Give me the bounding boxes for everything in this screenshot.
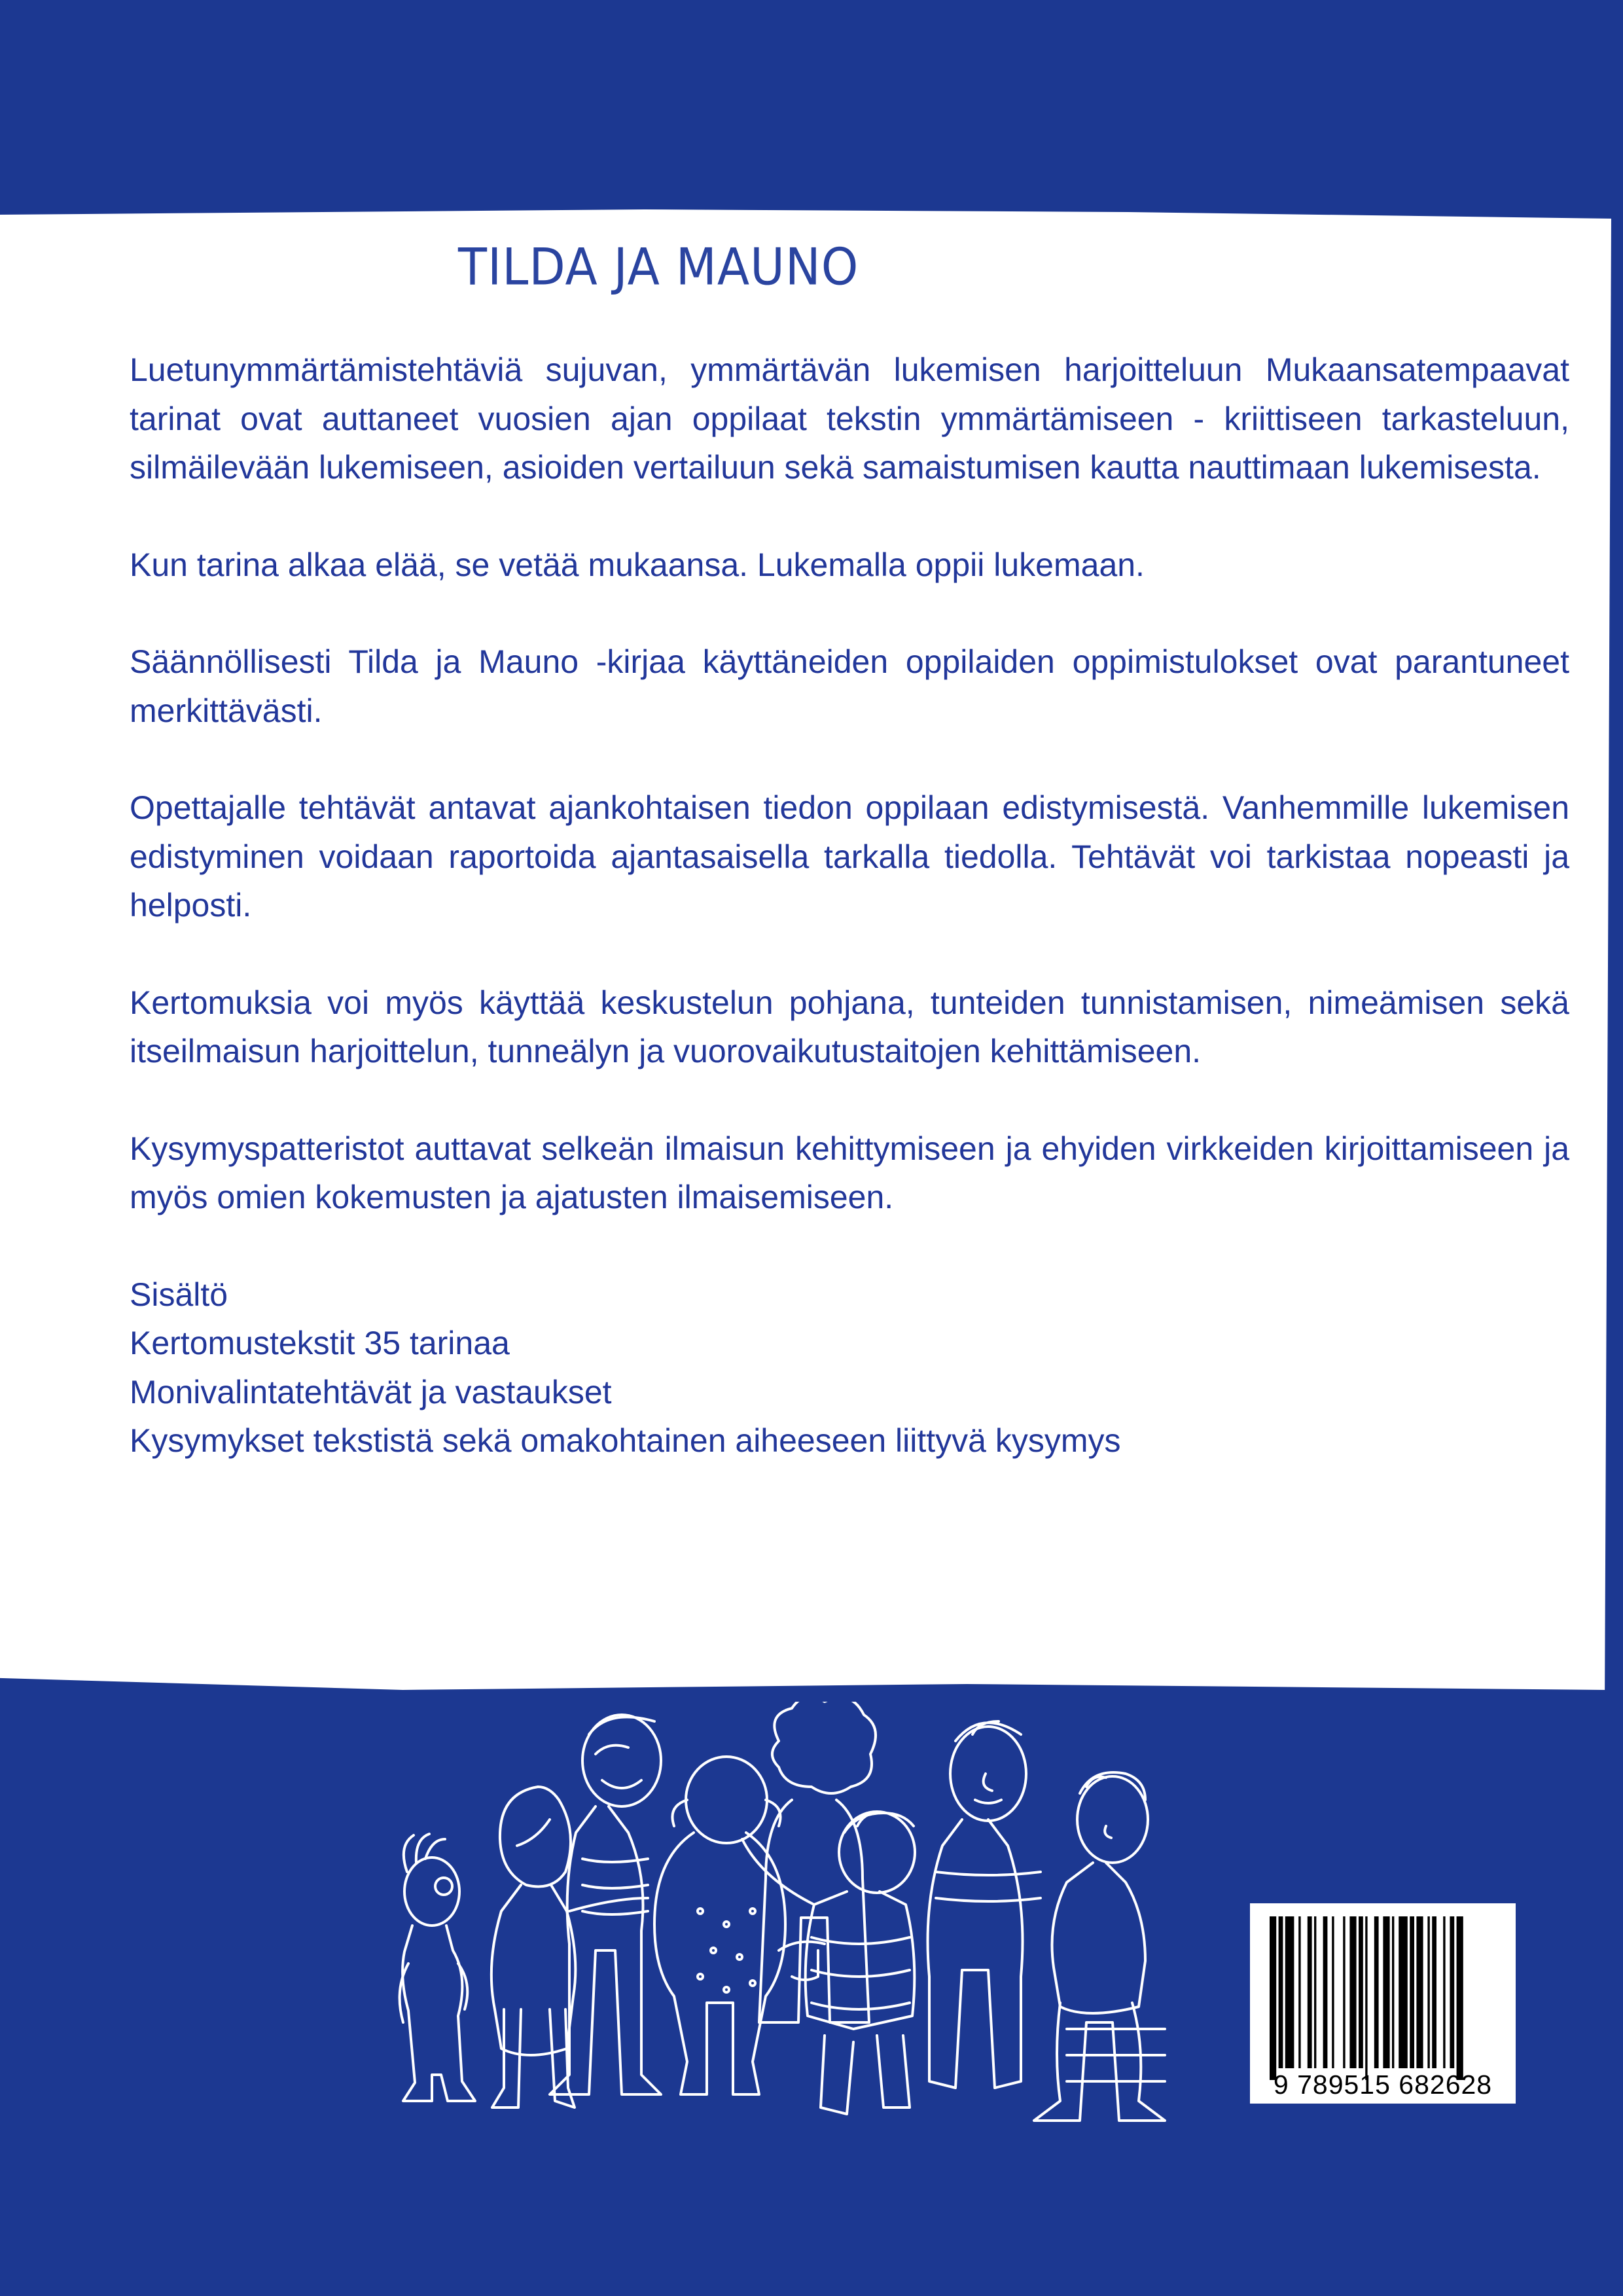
barcode-bar [1416, 1916, 1423, 2068]
contents-heading: Sisältö [130, 1276, 228, 1313]
barcode-bar [1285, 1916, 1294, 2068]
barcode-bar [1432, 1916, 1436, 2068]
barcode-bar [1349, 1916, 1356, 2068]
barcode-bar [1410, 1916, 1414, 2068]
barcode-bar [1308, 1916, 1312, 2068]
barcode-bar [1279, 1916, 1283, 2068]
barcode-bar [1443, 1916, 1445, 2068]
barcode-bar [1427, 1916, 1429, 2068]
contents-item: Kertomustekstit 35 tarinaa [130, 1325, 510, 1361]
barcode-bar [1323, 1916, 1328, 2068]
barcode-bar [1298, 1916, 1300, 2068]
barcode-bar [1270, 1916, 1276, 2080]
barcode-bar [1359, 1916, 1363, 2068]
child-figure [400, 1834, 475, 2101]
barcode-digits: 9 789515 682628 [1273, 2070, 1493, 2100]
barcode-bar [1457, 1916, 1463, 2080]
contents-item: Monivalintatehtävät ja vastaukset [130, 1373, 612, 1410]
description-text [130, 346, 1569, 1465]
child-figure [928, 1721, 1041, 2088]
child-figure [654, 1757, 785, 2094]
barcode-bar [1450, 1916, 1454, 2068]
paragraph-results: Säännöllisesti Tilda ja Mauno -kirjaa käyttäneiden oppilaiden oppimistulokset ovat parantuneet merkittävästi. [130, 643, 1569, 729]
barcode-bar [1314, 1916, 1316, 2068]
isbn-barcode [1250, 1903, 1516, 2104]
book-title: TILDA JA MAUNO [458, 237, 859, 296]
barcode-bar [1365, 1916, 1367, 2080]
paragraph-story: Kun tarina alkaa elää, se vetää mukaansa. Lukemalla oppii lukemaan. [130, 546, 1145, 583]
paragraph-teachers: Opettajalle tehtävät antavat ajankohtaisen tiedon oppilaan edistymisestä. Vanhemmille lukemisen edistyminen voidaan raportoida ajantasaisella tarkalla tiedolla. Tehtävät voi tarkistaa nopeasti ja helposti. [130, 789, 1569, 924]
paragraph-intro: Luetunymmärtämistehtäviä sujuvan, ymmärtävän lukemisen harjoitteluun Mukaansatempaavat tarinat ovat auttaneet vuosien ajan oppilaat tekstin ymmärtämiseen - kriittiseen tarkasteluun, silmäilevään lukemiseen, asioiden vertailuun sekä samaistumisen kautta nauttimaan lukemisesta. [130, 351, 1569, 486]
barcode-bar [1343, 1916, 1345, 2068]
barcode-bar [1374, 1916, 1379, 2068]
children-group-illustration [360, 1702, 1211, 2147]
paragraph-questions: Kysymyspatteristot auttavat selkeän ilmaisun kehittymiseen ja ehyiden virkkeiden kirjoittamiseen ja myös omien kokemusten ja ajatusten ilmaisemiseen. [130, 1130, 1569, 1215]
barcode-bar [1383, 1916, 1389, 2068]
paragraph-discussion: Kertomuksia voi myös käyttää keskustelun pohjana, tunteiden tunnistamisen, nimeämisen sekä itseilmaisun harjoittelun, tunneälyn ja vuorovaikutustaitojen kehittämiseen. [130, 984, 1569, 1069]
barcode-bar [1392, 1916, 1394, 2068]
contents-list [130, 1270, 1569, 1465]
child-figure [1034, 1772, 1165, 2121]
barcode-bar [1332, 1916, 1334, 2068]
barcode-bar [1399, 1916, 1408, 2068]
contents-item: Kysymykset tekstistä sekä omakohtainen aiheeseen liittyvä kysymys [130, 1422, 1121, 1459]
